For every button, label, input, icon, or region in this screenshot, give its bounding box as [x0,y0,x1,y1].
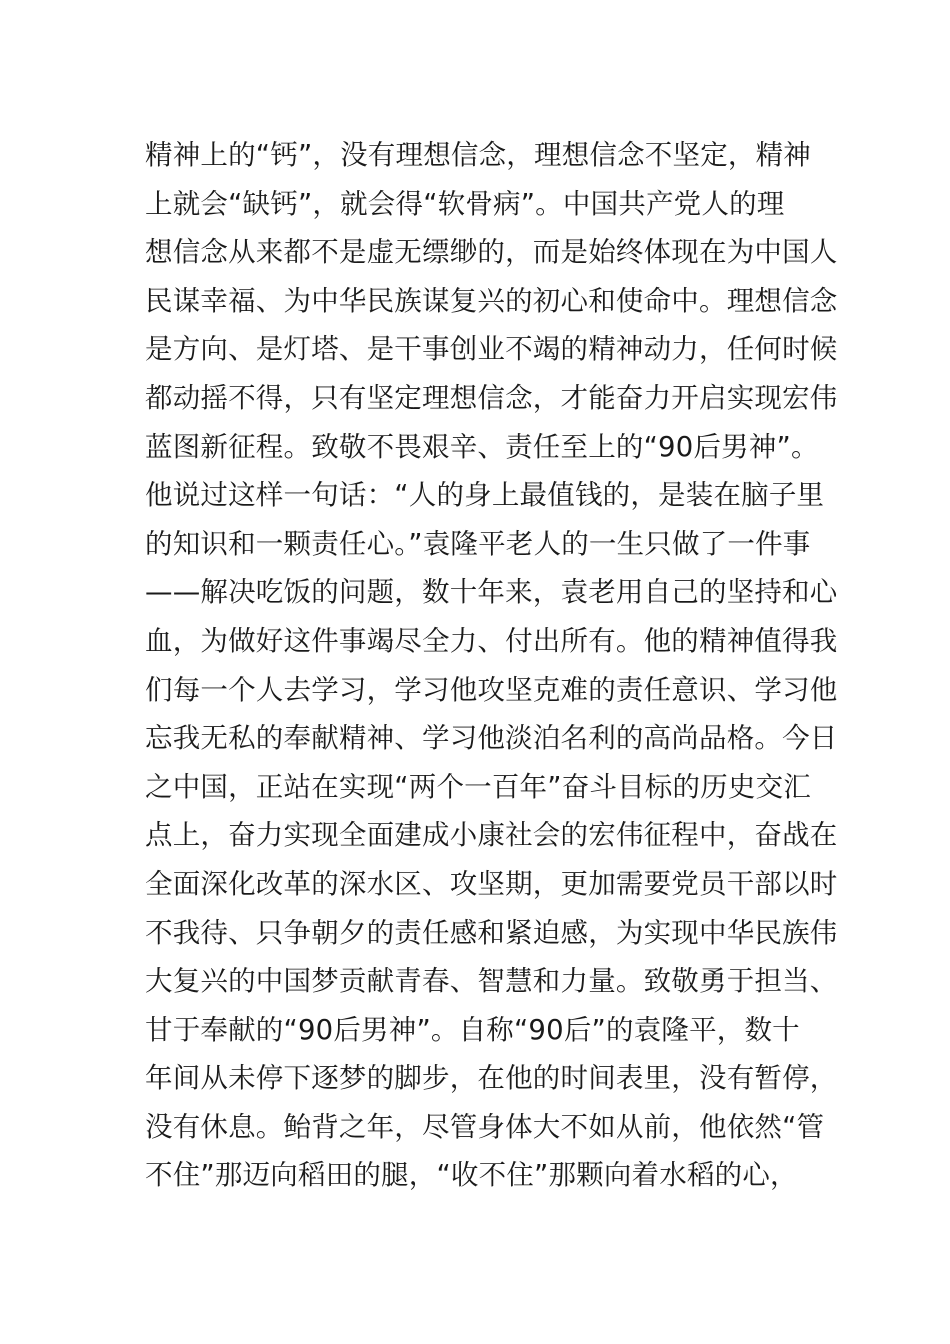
text-line: 精神上的“钙”，没有理想信念，理想信念不坚定，精神 [145,139,811,171]
text-line: 之中国，正站在实现“两个一百年”奋斗目标的历史交汇 [145,770,811,803]
text-line: 没有休息。鲐背之年，尽管身体大不如从前，他依然“管 [145,1110,825,1143]
text-line: 年间从未停下逐梦的脚步，在他的时间表里，没有暂停， [145,1062,838,1095]
text-line: 血，为做好这件事竭尽全力、付出所有。他的精神值得我 [145,624,838,657]
text-line: ——解决吃饭的问题，数十年来，袁老用自己的坚持和心 [145,576,838,609]
text-line: 甘于奉献的“90后男神”。自称“90后”的袁隆平，数十 [145,1013,800,1046]
text-line: 想信念从来都不是虚无缥缈的，而是始终体现在为中国人 [145,236,838,269]
text-line: 是方向、是灯塔、是干事创业不竭的精神动力，任何时候 [145,333,838,366]
text-line: 蓝图新征程。致敬不畏艰辛、责任至上的“90后男神”。 [145,430,819,463]
text-line: 们每一个人去学习，学习他攻坚克难的责任意识、学习他 [145,673,838,706]
text-line: 忘我无私的奉献精神、学习他淡泊名利的高尚品格。今日 [145,722,838,755]
text-line: 民谋幸福、为中华民族谋复兴的初心和使命中。理想信念 [145,284,838,317]
text-line: 不住”那迈向稻田的腿，“收不住”那颗向着水稻的心， [145,1159,798,1192]
text-line: 上就会“缺钙”，就会得“软骨病”。中国共产党人的理 [145,187,785,220]
text-line: 他说过这样一句话：“人的身上最值钱的，是装在脑子里 [145,479,825,512]
text-line: 点上，奋力实现全面建成小康社会的宏伟征程中，奋战在 [145,819,838,852]
text-line: 大复兴的中国梦贡献青春、智慧和力量。致敬勇于担当、 [145,965,838,998]
text-line: 不我待、只争朝夕的责任感和紧迫感，为实现中华民族伟 [145,916,838,949]
text-line: 全面深化改革的深水区、攻坚期，更加需要党员干部以时 [145,867,838,900]
text-line: 都动摇不得，只有坚定理想信念，才能奋力开启实现宏伟 [145,381,838,414]
text-line: 的知识和一颗责任心。”袁隆平老人的一生只做了一件事 [145,527,811,560]
body-text [145,131,838,1200]
